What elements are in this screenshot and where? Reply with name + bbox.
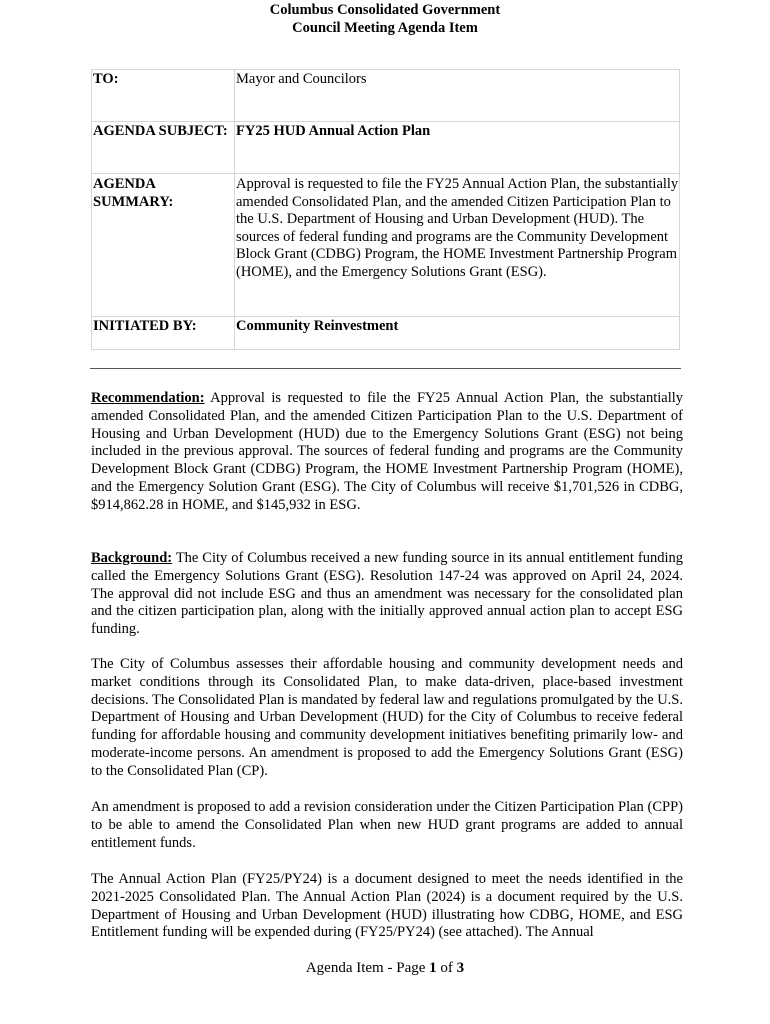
table-row-subject [92,122,680,174]
footer-page-total: 3 [456,960,465,976]
summary-value: Approval is requested to file the FY25 Annual Action Plan, the substantially amended Consolidated Plan, and the amended Citizen Participation Plan to the U.S. Department of Housing and Urban Development (HUD). The sources of federal funding and programs are the Community Development Block Grant (CDBG) Program, the HOME Investment Partnership Program (HOME), and the Emergency Solutions Grant (ESG). [236,176,679,280]
summary-label: AGENDA SUMMARY: [93,176,174,210]
table-row-initiated-by [92,317,680,350]
footer-prefix: Agenda Item - Page [305,960,430,976]
document-title: Council Meeting Agenda Item [292,20,478,36]
recommendation-paragraph [91,390,683,514]
recommendation-text: Approval is requested to file the FY25 Annual Action Plan, the substantially amended Consolidated Plan, and the amended Citizen Participation Plan to the U.S. Department of Housing and Urban Development (HUD) due to the Emergency Solutions Grant (ESG) not being included in the previous approval. The sources of federal funding and programs are the Community Development Block Grant (CDBG) Program, the HOME Investment Partnership Program (HOME), and the Emergency Solution Grant (ESG). The City of Columbus will receive $1,701,526 in CDBG, $914,862.28 in HOME, and $145,932 in ESG. [91,390,683,513]
footer-page-number: 1 [429,960,437,976]
page-footer [0,959,770,977]
recommendation-heading: Recommendation: [91,390,205,406]
background-text: The City of Columbus received a new funding source in its annual entitlement funding called the Emergency Solutions Grant (ESG). Resolution 147-24 was approved on April 24, 2024. The approval did not include ESG and thus an amendment was necessary for the consolidated plan and the citizen participation plan, along with the initially approved annual action plan to accept ESG funding. [91,550,683,637]
annual-action-plan-paragraph: The Annual Action Plan (FY25/PY24) is a document designed to meet the needs identified in the 2021-2025 Consolidated Plan. The Annual Action Plan (2024) is a document required by the U.S. Department of Housing and Urban Development (HUD) illustrating how CDBG, HOME, and ESG Entitlement funding will be expended during (FY25/PY24) (see attached). The Annual [91,871,683,941]
background-paragraph [91,550,683,639]
subject-label-cell [92,122,235,174]
subject-label: AGENDA SUBJECT: [93,123,228,139]
initiated-label-cell [92,317,235,350]
consolidated-plan-paragraph: The City of Columbus assesses their affordable housing and community development needs and market conditions through its Consolidated Plan, to make data-driven, place-based investment decisions. The Consolidated Plan is mandated by federal law and regulations promulgated by the U.S. Department of Housing and Urban Development (HUD) for the City of Columbus to receive federal funding for affordable housing and community development initiatives benefiting primarily low- and moderate-income persons. An amendment is proposed to add the Emergency Solutions Grant (ESG) to the Consolidated Plan (CP). [91,656,683,779]
citizen-participation-paragraph: An amendment is proposed to add a revision consideration under the Citizen Participation Plan (CPP) to be able to amend the Consolidated Plan when new HUD grant programs are added to annual entitlement funds. [91,799,683,851]
summary-value-cell [235,174,680,317]
to-value: Mayor and Councilors [236,71,367,87]
background-heading: Background: [91,550,173,566]
section-divider [90,368,681,369]
footer-of: of [436,960,457,976]
to-label: TO: [93,71,119,87]
subject-value-cell [235,122,680,174]
agenda-table [91,69,680,350]
table-row-to [92,70,680,122]
to-value-cell [235,70,680,122]
subject-value: FY25 HUD Annual Action Plan [236,123,431,139]
organization-title: Columbus Consolidated Government [269,2,501,18]
to-label-cell [92,70,235,122]
table-row-summary [92,174,680,317]
document-header [0,1,770,37]
initiated-value-cell [235,317,680,350]
initiated-value: Community Reinvestment [236,318,399,334]
initiated-label: INITIATED BY: [93,318,197,334]
summary-label-cell [92,174,235,317]
